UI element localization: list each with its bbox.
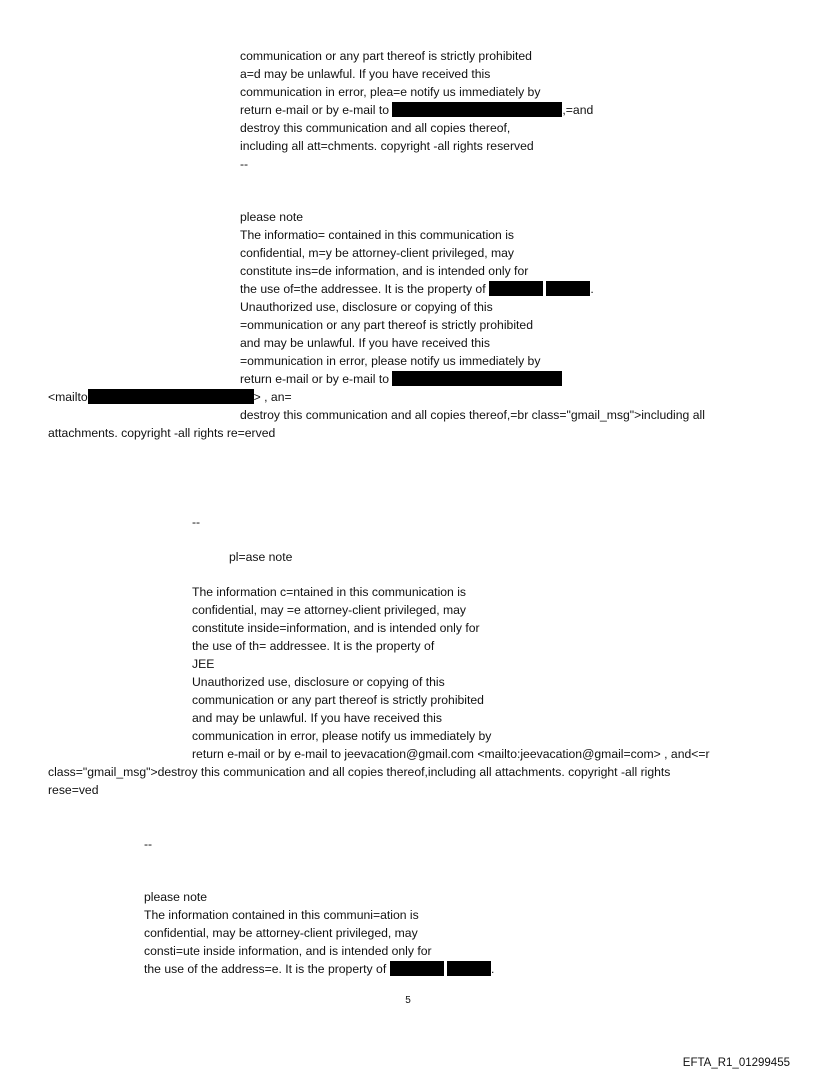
text-line: please note — [240, 210, 304, 224]
page-number: 5 — [405, 995, 411, 1006]
text-segment: the use of the address=e. It is the property of — [144, 962, 387, 976]
text-line: consti=ute inside information, and is intended only for — [144, 944, 432, 958]
text-line — [240, 371, 562, 389]
redaction-box — [88, 389, 254, 404]
redaction-box — [546, 281, 590, 296]
redaction-box — [489, 281, 543, 296]
text-line: constitute ins=de information, and is intended only for — [240, 264, 529, 278]
text-line: =ommunication or any part thereof is strictly prohibited — [240, 318, 533, 332]
text-line: communication or any part thereof is strictly prohibited — [240, 49, 532, 63]
text-line — [48, 389, 292, 407]
text-line: and may be unlawful. If you have received this — [192, 711, 442, 725]
text-segment: . — [590, 282, 594, 296]
text-line: destroy this communication and all copies thereof, — [240, 121, 511, 135]
text-line: class="gmail_msg">destroy this communication and all copies thereof,including all attachments. copyright -all rights — [48, 765, 671, 779]
text-line: -- — [192, 515, 201, 529]
text-line: JEE — [192, 657, 215, 671]
bates-number: EFTA_R1_01299455 — [682, 1057, 790, 1069]
text-line: -- — [240, 157, 249, 171]
redaction-box — [392, 371, 562, 386]
text-line — [240, 281, 594, 299]
text-line: the use of th= addressee. It is the property of — [192, 639, 435, 653]
text-line: and may be unlawful. If you have received this — [240, 336, 490, 350]
text-line — [240, 102, 593, 120]
text-line: a=d may be unlawful. If you have received this — [240, 67, 491, 81]
text-line: return e-mail or by e-mail to jeevacation@gmail.com <mailto:jeevacation@gmail=com> , and<=r — [192, 747, 710, 761]
text-segment: > , an= — [253, 390, 292, 404]
text-line: attachments. copyright -all rights re=erved — [48, 426, 276, 440]
text-segment: the use of=the addressee. It is the property of — [240, 282, 486, 296]
text-line: communication or any part thereof is strictly prohibited — [192, 693, 484, 707]
text-line: destroy this communication and all copies thereof,=br class="gmail_msg">including all — [240, 408, 705, 422]
text-segment: ,=and — [562, 103, 594, 117]
text-segment: <mailto — [48, 390, 88, 404]
text-line: confidential, may =e attorney-client privileged, may — [192, 603, 467, 617]
text-line: The information contained in this communi=ation is — [144, 908, 419, 922]
text-line: confidential, may be attorney-client privileged, may — [144, 926, 418, 940]
text-segment: return e-mail or by e-mail to — [240, 372, 390, 386]
redaction-box — [392, 102, 562, 117]
text-segment: return e-mail or by e-mail to — [240, 103, 390, 117]
text-line: communication in error, plea=e notify us immediately by — [240, 85, 541, 99]
text-line: Unauthorized use, disclosure or copying of this — [192, 675, 445, 689]
text-line: The information c=ntained in this communication is — [192, 585, 467, 599]
text-segment: . — [490, 962, 495, 976]
text-line: communication in error, please notify us immediately by — [192, 729, 492, 743]
text-line — [144, 961, 494, 979]
text-line: constitute inside=information, and is intended only for — [192, 621, 480, 635]
text-line: confidential, m=y be attorney-client privileged, may — [240, 246, 515, 260]
text-line: including all att=chments. copyright -all rights reserved — [240, 139, 534, 153]
redaction-box — [447, 961, 491, 976]
text-line: please note — [144, 890, 208, 904]
text-line: -- — [144, 837, 153, 851]
text-line: =ommunication in error, please notify us immediately by — [240, 354, 541, 368]
text-line: Unauthorized use, disclosure or copying of this — [240, 300, 493, 314]
text-line: The informatio= contained in this communication is — [240, 228, 515, 242]
text-line: rese=ved — [48, 783, 99, 797]
text-line: pl=ase note — [229, 550, 293, 564]
redaction-box — [390, 961, 444, 976]
